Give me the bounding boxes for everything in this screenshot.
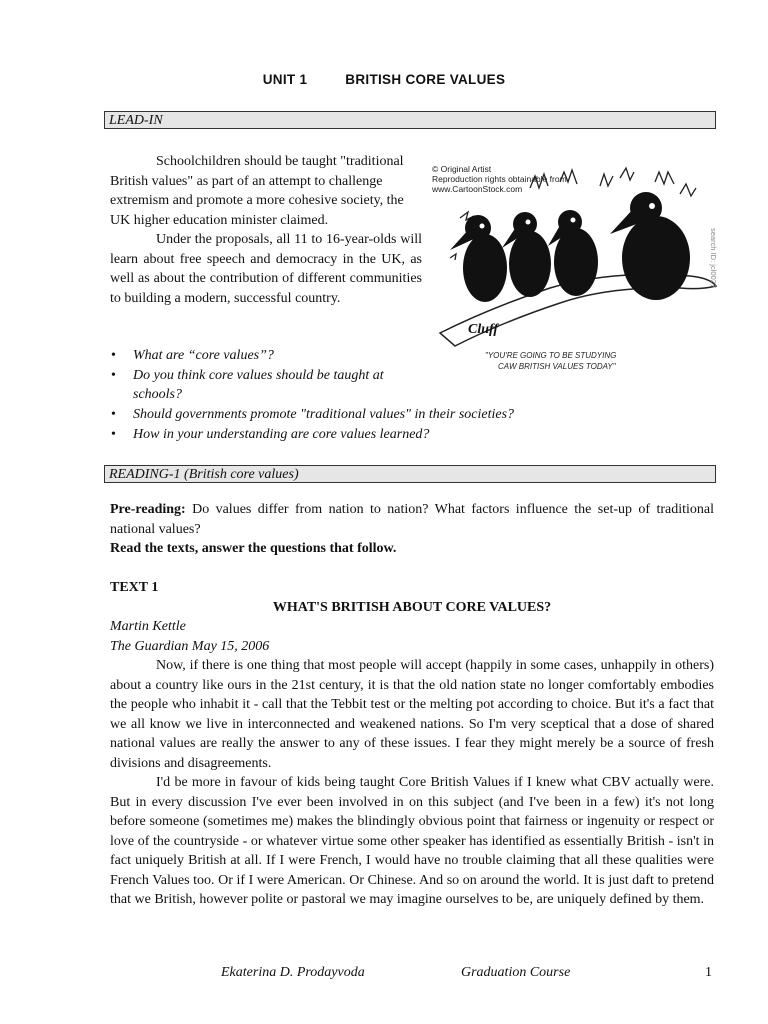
reading-instruction: Read the texts, answer the questions that follow. — [110, 541, 397, 556]
text-1 — [110, 578, 714, 910]
copyright-line: © Original Artist — [432, 164, 492, 174]
text-title: WHAT'S BRITISH ABOUT CORE VALUES? — [272, 599, 552, 615]
text-author: Martin Kettle — [110, 619, 186, 634]
text-source: The Guardian May 15, 2006 — [110, 638, 270, 654]
question-item: • Should governments promote "traditional values" in their societies? — [110, 405, 714, 425]
question-item: • Do you think core values should be taught at schools? — [110, 366, 422, 405]
reading-header: READING-1 (British core values) — [104, 465, 716, 483]
search-id: search ID: jcl0027 — [709, 228, 718, 289]
footer-course: Graduation Course — [461, 965, 571, 980]
prereading — [110, 500, 714, 539]
caption-line: "YOU'RE GOING TO BE STUDYING — [485, 351, 617, 360]
copyright-line: Reproduction rights obtainable from — [432, 174, 567, 184]
unit-title — [0, 72, 768, 87]
text-label: TEXT 1 — [110, 580, 159, 595]
text-paragraph: Now, if there is one thing that most people will accept (happily in some cases, unhappily in others) about a country like ours in the 21st century, it is that the old nation state no longer comfortably embodies the people who inhabit it - call that the Tebbit test or the melting pot according to choice. But it's a fact that we all know we live in interconnected and weakened nations. So I'm very sceptical that a dose of shared national values are really the answer to any of these issues. I fear they might merely be a source of fresh divisions and disagreements. — [110, 658, 714, 771]
prereading-label: Pre-reading: — [110, 502, 186, 517]
question-item: • What are “core values”? — [110, 346, 422, 366]
footer-author: Ekaterina D. Prodayvoda — [221, 965, 365, 980]
text-body — [110, 656, 714, 910]
lead-in-text — [110, 152, 422, 308]
prereading-text: Do values differ from nation to nation? What factors influence the set-up of traditional national values? — [110, 502, 714, 537]
question-item: • How in your understanding are core values learned? — [110, 425, 714, 445]
crows-cartoon — [430, 158, 720, 378]
unit-number: UNIT 1 — [262, 72, 308, 87]
lead-in-questions-wide — [110, 405, 714, 444]
lead-in-header: LEAD-IN — [104, 111, 716, 129]
copyright-line: www.CartoonStock.com — [432, 184, 523, 194]
page-number: 1 — [705, 965, 712, 980]
reading-intro — [110, 500, 714, 559]
caption-line: CAW BRITISH VALUES TODAY" — [498, 362, 616, 371]
text-paragraph: I'd be more in favour of kids being taught Core British Values if I knew what CBV actually were. But in every discussion I've ever been involved in on this subject (and I've been in a few) it's not long before someone (sometimes me) makes the blindingly obvious point that fairness or ingenuity or respect or love of the countryside - or whatever virtue some other speaker has identified as essentially British - isn't in fact uniquely British at all. If I were French, I would have no trouble claiming that all these qualities were French Values too. Or if I were American. Or Chinese. And so on around the world. It is just daft to pretend that we British, however polite or pastoral we may imagine ourselves to be, are uniquely defined by them. — [110, 775, 714, 907]
unit-name: BRITISH CORE VALUES — [345, 72, 506, 87]
lead-in-paragraph: Under the proposals, all 11 to 16-year-olds will learn about free speech and democracy in the UK, as well as about the contribution of different communities to building a modern, successful country. — [110, 232, 422, 306]
artist-signature: Cluff — [468, 322, 499, 337]
lead-in-paragraph: Schoolchildren should be taught "traditional British values" as part of an attempt to challenge extremism and promote a more cohesive society, the UK higher education minister claimed. — [110, 154, 404, 228]
lead-in-questions — [110, 346, 422, 405]
